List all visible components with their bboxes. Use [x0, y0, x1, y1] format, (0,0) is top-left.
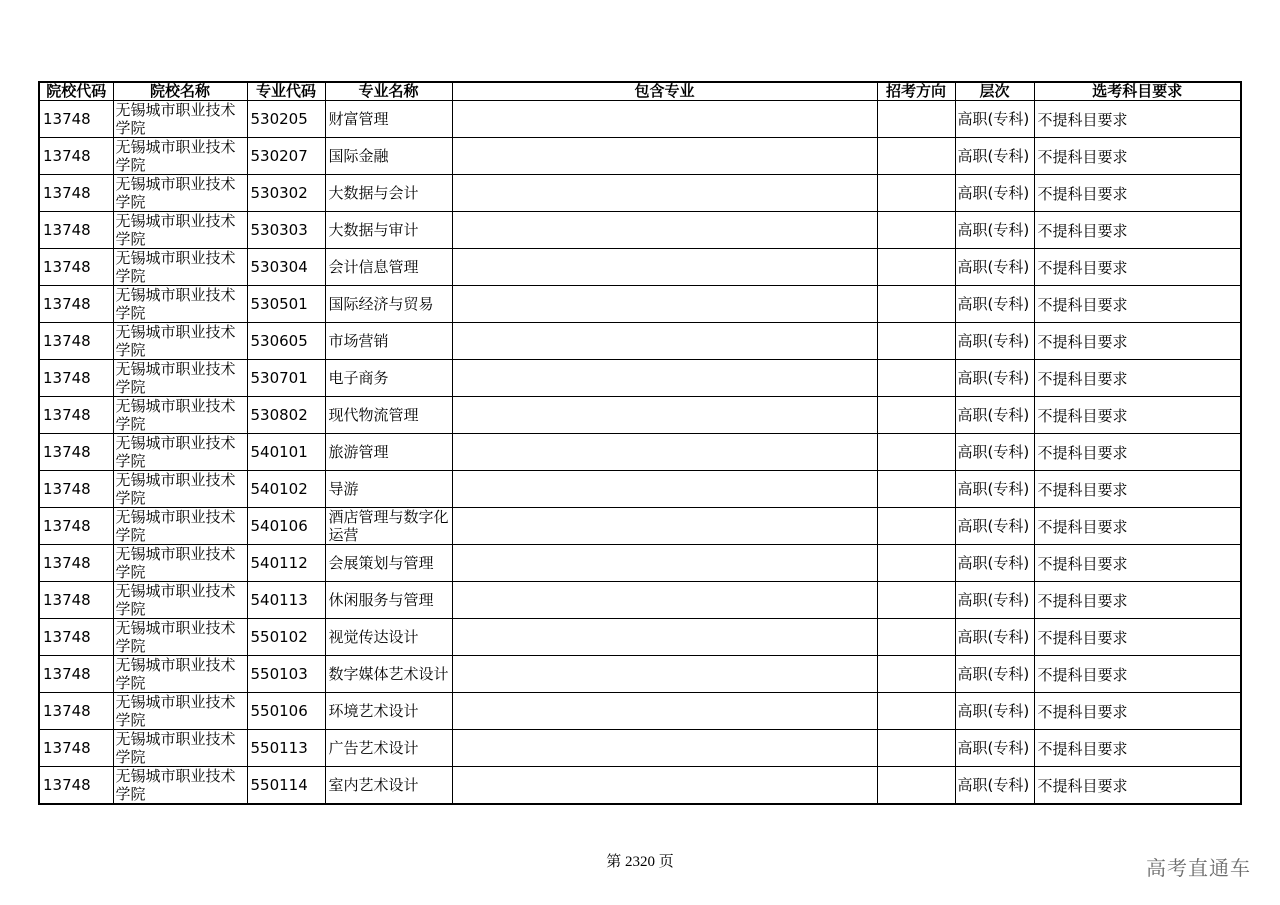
cell-requirement-text: 不提科目要求: [1037, 221, 1128, 240]
cell-major-name: [325, 508, 452, 545]
cell-includes: [452, 249, 877, 286]
cell-school-code: [39, 397, 113, 434]
cell-requirement-text: 不提科目要求: [1037, 665, 1128, 684]
cell-school-code-text: 13748: [43, 443, 91, 461]
cell-school-name: [113, 434, 247, 471]
cell-school-name-text: 无锡城市职业技术学院: [115, 434, 236, 470]
cell-major-code: [247, 508, 325, 545]
cell-major-name-text: 电子商务: [328, 369, 389, 387]
cell-requirement: [1034, 286, 1241, 323]
cell-requirement: [1034, 138, 1241, 175]
cell-school-name: [113, 545, 247, 582]
cell-major-name-text: 大数据与会计: [328, 184, 419, 202]
cell-major-code-text: 530302: [250, 184, 308, 202]
cell-school-code: [39, 545, 113, 582]
cell-requirement: [1034, 582, 1241, 619]
cell-requirement: [1034, 545, 1241, 582]
table-row: [39, 360, 1241, 397]
cell-major-name: [325, 101, 452, 138]
cell-requirement: [1034, 471, 1241, 508]
cell-school-name: [113, 175, 247, 212]
cell-major-name-text: 数字媒体艺术设计: [328, 665, 449, 683]
cell-includes: [452, 693, 877, 730]
cell-requirement: [1034, 767, 1241, 805]
cell-includes: [452, 730, 877, 767]
cell-requirement-text: 不提科目要求: [1037, 517, 1128, 536]
cell-level-text: 高职(专科): [957, 554, 1030, 572]
cell-includes: [452, 175, 877, 212]
cell-school-name-text: 无锡城市职业技术学院: [115, 656, 236, 692]
cell-major-code: [247, 323, 325, 360]
cell-major-name-text: 市场营销: [328, 332, 389, 350]
cell-school-code-text: 13748: [43, 739, 91, 757]
cell-requirement: [1034, 175, 1241, 212]
cell-includes: [452, 545, 877, 582]
cell-major-code: [247, 693, 325, 730]
cell-direction: [877, 249, 955, 286]
cell-major-code-text: 530701: [250, 369, 308, 387]
cell-major-name: [325, 138, 452, 175]
cell-school-name: [113, 582, 247, 619]
cell-level-text: 高职(专科): [957, 628, 1030, 646]
cell-school-name-text: 无锡城市职业技术学院: [115, 582, 236, 618]
cell-major-code: [247, 471, 325, 508]
cell-school-code: [39, 212, 113, 249]
cell-level: [955, 656, 1034, 693]
cell-major-code: [247, 286, 325, 323]
cell-level-text: 高职(专科): [957, 369, 1030, 387]
page-number: 第 2320 页: [606, 854, 674, 870]
table-body: [39, 101, 1241, 805]
cell-level-text: 高职(专科): [957, 332, 1030, 350]
table-row: [39, 693, 1241, 730]
cell-direction: [877, 619, 955, 656]
cell-level-text: 高职(专科): [957, 591, 1030, 609]
cell-level: [955, 249, 1034, 286]
cell-requirement-text: 不提科目要求: [1037, 184, 1128, 203]
cell-level: [955, 471, 1034, 508]
cell-requirement-text: 不提科目要求: [1037, 776, 1128, 795]
cell-direction: [877, 767, 955, 805]
header-level: 层次: [955, 82, 1034, 101]
cell-school-code: [39, 249, 113, 286]
cell-major-name: [325, 582, 452, 619]
cell-requirement-text: 不提科目要求: [1037, 295, 1128, 314]
cell-major-code: [247, 619, 325, 656]
cell-direction: [877, 360, 955, 397]
cell-requirement-text: 不提科目要求: [1037, 147, 1128, 166]
cell-school-code: [39, 767, 113, 805]
cell-major-name: [325, 249, 452, 286]
table-row: [39, 471, 1241, 508]
cell-level-text: 高职(专科): [957, 295, 1030, 313]
cell-school-name: [113, 471, 247, 508]
cell-requirement: [1034, 434, 1241, 471]
cell-major-name: [325, 693, 452, 730]
cell-major-name: [325, 323, 452, 360]
cell-level-text: 高职(专科): [957, 665, 1030, 683]
cell-includes: [452, 323, 877, 360]
cell-school-name: [113, 249, 247, 286]
table-row: [39, 619, 1241, 656]
admission-table: [38, 81, 1242, 805]
cell-requirement: [1034, 397, 1241, 434]
cell-school-code-text: 13748: [43, 332, 91, 350]
cell-requirement: [1034, 656, 1241, 693]
cell-includes: [452, 767, 877, 805]
cell-major-name: [325, 397, 452, 434]
cell-school-name: [113, 138, 247, 175]
cell-school-name: [113, 212, 247, 249]
cell-major-code: [247, 397, 325, 434]
cell-major-name-text: 会计信息管理: [328, 258, 419, 276]
cell-level: [955, 730, 1034, 767]
cell-school-name: [113, 730, 247, 767]
cell-level: [955, 360, 1034, 397]
cell-major-code-text: 540102: [250, 480, 308, 498]
cell-major-code-text: 530605: [250, 332, 308, 350]
cell-requirement: [1034, 101, 1241, 138]
cell-requirement: [1034, 323, 1241, 360]
cell-requirement-text: 不提科目要求: [1037, 591, 1128, 610]
cell-level: [955, 323, 1034, 360]
cell-school-code: [39, 323, 113, 360]
cell-level-text: 高职(专科): [957, 517, 1030, 535]
cell-school-name-text: 无锡城市职业技术学院: [115, 101, 236, 137]
cell-school-code: [39, 471, 113, 508]
cell-school-code-text: 13748: [43, 184, 91, 202]
cell-includes: [452, 101, 877, 138]
cell-school-name-text: 无锡城市职业技术学院: [115, 471, 236, 507]
cell-school-code-text: 13748: [43, 554, 91, 572]
cell-school-code: [39, 656, 113, 693]
cell-level-text: 高职(专科): [957, 147, 1030, 165]
cell-requirement: [1034, 693, 1241, 730]
cell-requirement-text: 不提科目要求: [1037, 110, 1128, 129]
cell-school-code-text: 13748: [43, 258, 91, 276]
cell-requirement-text: 不提科目要求: [1037, 628, 1128, 647]
cell-major-code-text: 550113: [250, 739, 308, 757]
cell-school-name-text: 无锡城市职业技术学院: [115, 323, 236, 359]
cell-school-name: [113, 656, 247, 693]
cell-major-name: [325, 286, 452, 323]
cell-school-code: [39, 360, 113, 397]
cell-school-name-text: 无锡城市职业技术学院: [115, 286, 236, 322]
cell-level: [955, 212, 1034, 249]
table-row: [39, 286, 1241, 323]
cell-school-name: [113, 360, 247, 397]
cell-school-code-text: 13748: [43, 110, 91, 128]
cell-requirement: [1034, 212, 1241, 249]
cell-direction: [877, 138, 955, 175]
cell-school-name: [113, 101, 247, 138]
cell-requirement: [1034, 730, 1241, 767]
cell-school-code: [39, 138, 113, 175]
cell-school-code: [39, 286, 113, 323]
cell-level-text: 高职(专科): [957, 406, 1030, 424]
cell-direction: [877, 434, 955, 471]
table-row: [39, 101, 1241, 138]
cell-level: [955, 138, 1034, 175]
table-row: [39, 582, 1241, 619]
cell-school-code-text: 13748: [43, 295, 91, 313]
cell-school-name: [113, 619, 247, 656]
cell-major-code-text: 530207: [250, 147, 308, 165]
cell-requirement: [1034, 619, 1241, 656]
cell-level: [955, 175, 1034, 212]
cell-major-name: [325, 360, 452, 397]
cell-school-code-text: 13748: [43, 665, 91, 683]
cell-direction: [877, 582, 955, 619]
cell-major-code: [247, 582, 325, 619]
cell-level-text: 高职(专科): [957, 480, 1030, 498]
cell-school-code-text: 13748: [43, 628, 91, 646]
cell-school-code-text: 13748: [43, 221, 91, 239]
cell-major-name-text: 国际金融: [328, 147, 389, 165]
header-requirement: 选考科目要求: [1034, 82, 1241, 101]
cell-direction: [877, 175, 955, 212]
cell-school-code: [39, 730, 113, 767]
cell-includes: [452, 212, 877, 249]
cell-school-name-text: 无锡城市职业技术学院: [115, 397, 236, 433]
cell-requirement-text: 不提科目要求: [1037, 554, 1128, 573]
cell-school-code-text: 13748: [43, 517, 91, 535]
cell-level: [955, 508, 1034, 545]
cell-major-name-text: 国际经济与贸易: [328, 295, 434, 313]
cell-school-code: [39, 508, 113, 545]
cell-includes: [452, 286, 877, 323]
cell-major-code: [247, 730, 325, 767]
cell-school-name-text: 无锡城市职业技术学院: [115, 545, 236, 581]
cell-level: [955, 434, 1034, 471]
cell-major-name: [325, 619, 452, 656]
cell-major-code: [247, 434, 325, 471]
cell-major-name-text: 导游: [328, 480, 359, 498]
cell-major-code-text: 550102: [250, 628, 308, 646]
table-row: [39, 397, 1241, 434]
cell-school-name: [113, 767, 247, 805]
table-header: [39, 82, 1241, 101]
cell-level-text: 高职(专科): [957, 776, 1030, 794]
cell-major-name-text: 大数据与审计: [328, 221, 419, 239]
header-direction: 招考方向: [877, 82, 955, 101]
cell-major-code-text: 540113: [250, 591, 308, 609]
cell-school-name-text: 无锡城市职业技术学院: [115, 693, 236, 729]
table-row: [39, 175, 1241, 212]
cell-includes: [452, 138, 877, 175]
table-row: [39, 545, 1241, 582]
cell-school-name-text: 无锡城市职业技术学院: [115, 730, 236, 766]
cell-major-code-text: 530304: [250, 258, 308, 276]
cell-major-name-text: 财富管理: [328, 110, 389, 128]
cell-major-code: [247, 767, 325, 805]
cell-direction: [877, 286, 955, 323]
cell-level-text: 高职(专科): [957, 221, 1030, 239]
cell-school-name-text: 无锡城市职业技术学院: [115, 175, 236, 211]
cell-school-code-text: 13748: [43, 147, 91, 165]
cell-requirement: [1034, 249, 1241, 286]
cell-includes: [452, 619, 877, 656]
cell-major-name: [325, 434, 452, 471]
cell-direction: [877, 730, 955, 767]
cell-direction: [877, 323, 955, 360]
cell-level: [955, 397, 1034, 434]
cell-major-name: [325, 212, 452, 249]
table-row: [39, 434, 1241, 471]
cell-major-name-text: 休闲服务与管理: [328, 591, 434, 609]
cell-major-name-text: 旅游管理: [328, 443, 389, 461]
cell-requirement: [1034, 360, 1241, 397]
cell-major-name: [325, 767, 452, 805]
cell-requirement: [1034, 508, 1241, 545]
cell-includes: [452, 508, 877, 545]
cell-school-name: [113, 397, 247, 434]
cell-school-code-text: 13748: [43, 702, 91, 720]
table-row: [39, 508, 1241, 545]
cell-level: [955, 582, 1034, 619]
cell-major-name-text: 环境艺术设计: [328, 702, 419, 720]
cell-direction: [877, 212, 955, 249]
cell-major-name-text: 酒店管理与数字化运营: [328, 508, 449, 544]
cell-major-code: [247, 101, 325, 138]
cell-school-name-text: 无锡城市职业技术学院: [115, 212, 236, 248]
cell-major-code: [247, 138, 325, 175]
cell-school-code-text: 13748: [43, 369, 91, 387]
cell-direction: [877, 656, 955, 693]
header-school-code: 院校代码: [39, 82, 113, 101]
cell-includes: [452, 471, 877, 508]
table-row: [39, 656, 1241, 693]
cell-school-name: [113, 286, 247, 323]
cell-direction: [877, 101, 955, 138]
table-row: [39, 212, 1241, 249]
cell-major-code-text: 540101: [250, 443, 308, 461]
cell-major-code: [247, 360, 325, 397]
cell-requirement-text: 不提科目要求: [1037, 369, 1128, 388]
cell-level-text: 高职(专科): [957, 443, 1030, 461]
cell-direction: [877, 693, 955, 730]
table-row: [39, 767, 1241, 805]
cell-school-code: [39, 693, 113, 730]
cell-major-code-text: 540112: [250, 554, 308, 572]
cell-major-code-text: 540106: [250, 517, 308, 535]
cell-major-code-text: 530303: [250, 221, 308, 239]
cell-major-code-text: 530205: [250, 110, 308, 128]
cell-school-code-text: 13748: [43, 406, 91, 424]
cell-major-name-text: 室内艺术设计: [328, 776, 419, 794]
cell-level: [955, 545, 1034, 582]
cell-school-code: [39, 582, 113, 619]
cell-major-name: [325, 730, 452, 767]
cell-major-code: [247, 212, 325, 249]
cell-major-code: [247, 249, 325, 286]
cell-includes: [452, 360, 877, 397]
cell-level: [955, 286, 1034, 323]
cell-school-code: [39, 434, 113, 471]
cell-school-code: [39, 619, 113, 656]
cell-level-text: 高职(专科): [957, 184, 1030, 202]
header-school-name: 院校名称: [113, 82, 247, 101]
cell-level-text: 高职(专科): [957, 702, 1030, 720]
cell-requirement-text: 不提科目要求: [1037, 702, 1128, 721]
cell-level: [955, 693, 1034, 730]
cell-major-code-text: 550114: [250, 776, 308, 794]
cell-major-code: [247, 545, 325, 582]
cell-direction: [877, 397, 955, 434]
cell-school-code-text: 13748: [43, 480, 91, 498]
cell-school-code: [39, 101, 113, 138]
table-row: [39, 323, 1241, 360]
cell-requirement-text: 不提科目要求: [1037, 258, 1128, 277]
header-major-name: 专业名称: [325, 82, 452, 101]
cell-major-name-text: 会展策划与管理: [328, 554, 434, 572]
header-row: [39, 82, 1241, 101]
cell-direction: [877, 508, 955, 545]
cell-requirement-text: 不提科目要求: [1037, 406, 1128, 425]
cell-major-code-text: 550106: [250, 702, 308, 720]
header-includes: 包含专业: [452, 82, 877, 101]
header-major-code: 专业代码: [247, 82, 325, 101]
table-row: [39, 249, 1241, 286]
cell-requirement-text: 不提科目要求: [1037, 443, 1128, 462]
cell-major-name-text: 现代物流管理: [328, 406, 419, 424]
table-row: [39, 730, 1241, 767]
cell-level: [955, 767, 1034, 805]
cell-major-name: [325, 545, 452, 582]
cell-major-code-text: 530501: [250, 295, 308, 313]
table-row: [39, 138, 1241, 175]
cell-includes: [452, 582, 877, 619]
cell-major-name-text: 视觉传达设计: [328, 628, 419, 646]
watermark: 高考直通车: [1146, 856, 1251, 880]
cell-major-name-text: 广告艺术设计: [328, 739, 419, 757]
cell-school-name-text: 无锡城市职业技术学院: [115, 360, 236, 396]
cell-school-name: [113, 508, 247, 545]
cell-school-name-text: 无锡城市职业技术学院: [115, 619, 236, 655]
cell-major-name: [325, 471, 452, 508]
cell-major-code-text: 530802: [250, 406, 308, 424]
cell-major-name: [325, 656, 452, 693]
cell-school-name-text: 无锡城市职业技术学院: [115, 767, 236, 803]
cell-school-code: [39, 175, 113, 212]
cell-major-code-text: 550103: [250, 665, 308, 683]
cell-requirement-text: 不提科目要求: [1037, 739, 1128, 758]
cell-direction: [877, 471, 955, 508]
cell-level: [955, 619, 1034, 656]
cell-direction: [877, 545, 955, 582]
cell-includes: [452, 434, 877, 471]
cell-level: [955, 101, 1034, 138]
cell-requirement-text: 不提科目要求: [1037, 480, 1128, 499]
cell-level-text: 高职(专科): [957, 258, 1030, 276]
cell-school-name-text: 无锡城市职业技术学院: [115, 138, 236, 174]
cell-level-text: 高职(专科): [957, 739, 1030, 757]
cell-requirement-text: 不提科目要求: [1037, 332, 1128, 351]
cell-includes: [452, 656, 877, 693]
cell-major-code: [247, 656, 325, 693]
cell-school-name-text: 无锡城市职业技术学院: [115, 508, 236, 544]
cell-includes: [452, 397, 877, 434]
cell-school-name-text: 无锡城市职业技术学院: [115, 249, 236, 285]
cell-school-name: [113, 693, 247, 730]
cell-school-name: [113, 323, 247, 360]
cell-major-name: [325, 175, 452, 212]
cell-school-code-text: 13748: [43, 591, 91, 609]
cell-school-code-text: 13748: [43, 776, 91, 794]
cell-level-text: 高职(专科): [957, 110, 1030, 128]
cell-major-code: [247, 175, 325, 212]
